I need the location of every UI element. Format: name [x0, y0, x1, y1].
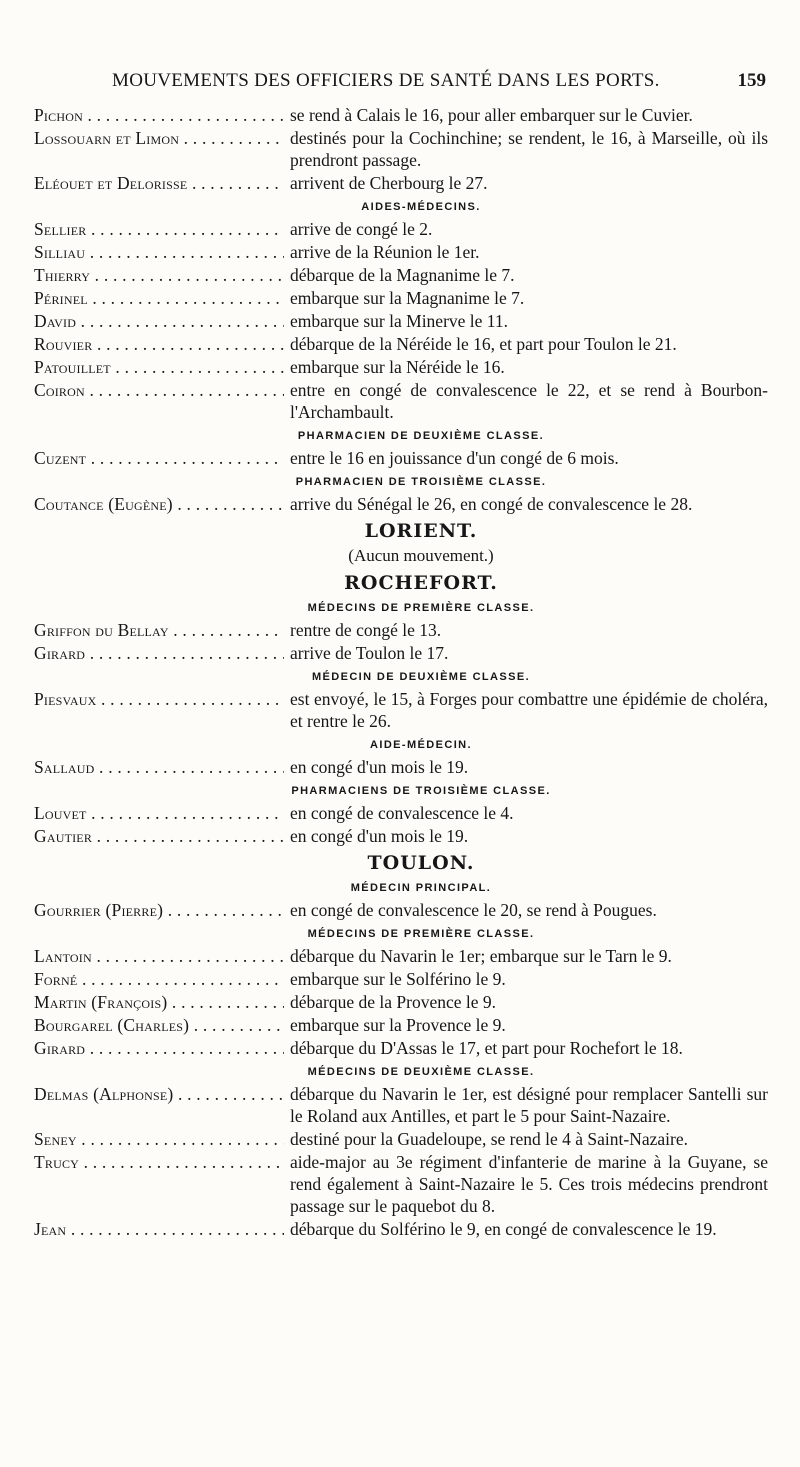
officer-name: Thierry . . . — [34, 264, 284, 286]
officer-name: Gautier . . . — [34, 825, 284, 847]
movement-text: aide-major au 3e régiment d'infanterie de marine à la Guyane, se rend également à Saint-Nazaire le 5. Ces trois médecins prendront passage sur le paquebot du 8. — [290, 1152, 768, 1216]
officer-entry — [34, 172, 768, 194]
officer-entry — [34, 1218, 768, 1240]
officer-entry — [34, 1037, 768, 1059]
movement-text: arrive de la Réunion le 1er. — [290, 242, 480, 262]
movement-text: en congé d'un mois le 19. — [290, 757, 469, 777]
movement-text: débarque du Solférino le 9, en congé de convalescence le 19. — [290, 1219, 717, 1239]
port-heading: LORIENT. — [364, 520, 478, 542]
movement-text: entre le 16 en jouissance d'un congé de 6 mois. — [290, 448, 619, 468]
document-page — [34, 70, 768, 1241]
document-body — [34, 104, 768, 1240]
officer-entry — [34, 241, 768, 263]
officer-name: Forné . . . — [34, 968, 284, 990]
movement-text: se rend à Calais le 16, pour aller embarquer sur le Cuvier. — [290, 105, 693, 125]
page-number: 159 — [737, 70, 766, 91]
officer-entry — [34, 104, 768, 126]
officer-name: Coutance (Eugène) . . . — [34, 493, 284, 515]
movement-text: débarque du Navarin le 1er, est désigné pour remplacer Santelli sur le Roland aux Antilles, et part le 5 pour Saint-Nazaire. — [290, 1084, 768, 1126]
officer-entry — [34, 379, 768, 423]
officer-name: Seney . . . — [34, 1128, 284, 1150]
movement-text: débarque de la Magnanime le 7. — [290, 265, 515, 285]
officer-entry — [34, 356, 768, 378]
officer-name: David . . . — [34, 310, 284, 332]
rank-heading: MÉDECINS DE DEUXIÈME CLASSE. — [307, 1066, 535, 1078]
officer-entry — [34, 1014, 768, 1036]
movement-text: embarque sur la Néréide le 16. — [290, 357, 505, 377]
movement-text: en congé d'un mois le 19. — [290, 826, 469, 846]
port-heading: ROCHEFORT. — [344, 572, 498, 594]
rank-heading: PHARMACIEN DE TROISIÈME CLASSE. — [295, 476, 547, 488]
officer-name: Louvet . . . — [34, 802, 284, 824]
rank-heading: MÉDECIN DE DEUXIÈME CLASSE. — [311, 671, 531, 683]
movement-text: entre en congé de convalescence le 22, et se rend à Bourbon-l'Archambault. — [290, 380, 768, 422]
officer-name: Piesvaux . . . — [34, 688, 284, 732]
officer-entry — [34, 642, 768, 664]
officer-entry — [34, 493, 768, 515]
officer-entry — [34, 1128, 768, 1150]
rank-heading: AIDE-MÉDECIN. — [370, 739, 472, 751]
rank-heading: MÉDECIN PRINCIPAL. — [350, 882, 492, 894]
officer-entry — [34, 688, 768, 732]
officer-entry — [34, 1151, 768, 1217]
movement-text: débarque du Navarin le 1er; embarque sur le Tarn le 9. — [290, 946, 672, 966]
officer-entry — [34, 899, 768, 921]
movement-text: embarque sur le Solférino le 9. — [290, 969, 506, 989]
officer-entry — [34, 264, 768, 286]
port-heading: TOULON. — [367, 852, 475, 874]
officer-entry — [34, 619, 768, 641]
movement-text: destiné pour la Guadeloupe, se rend le 4 à Saint-Nazaire. — [290, 1129, 688, 1149]
officer-entry — [34, 287, 768, 309]
running-head — [34, 70, 768, 104]
movement-text: débarque de la Provence le 9. — [290, 992, 497, 1012]
movement-text: débarque de la Néréide le 16, et part pour Toulon le 21. — [290, 334, 677, 354]
officer-name: Silliau . . . — [34, 241, 284, 263]
officer-entry — [34, 218, 768, 240]
rank-heading: MÉDECINS DE PREMIÈRE CLASSE. — [307, 928, 535, 940]
officer-name: Périnel . . . — [34, 287, 284, 309]
officer-name: Griffon du Bellay . . . — [34, 619, 284, 641]
movement-text: arrivent de Cherbourg le 27. — [290, 173, 488, 193]
officer-name: Martin (François) . . . — [34, 991, 284, 1013]
rank-heading: PHARMACIENS DE TROISIÈME CLASSE. — [291, 785, 551, 797]
officer-name: Sallaud . . . — [34, 756, 284, 778]
officer-name: Rouvier . . . — [34, 333, 284, 355]
officer-name: Lantoin . . . — [34, 945, 284, 967]
officer-name: Sellier . . . — [34, 218, 284, 240]
movement-text: débarque du D'Assas le 17, et part pour Rochefort le 18. — [290, 1038, 683, 1058]
officer-name: Trucy . . . — [34, 1151, 284, 1217]
movement-text: arrive de Toulon le 17. — [290, 643, 449, 663]
officer-entry — [34, 825, 768, 847]
officer-entry — [34, 756, 768, 778]
officer-name: Girard . . . — [34, 642, 284, 664]
section-note: (Aucun mouvement.) — [348, 546, 494, 565]
officer-name: Bourgarel (Charles) . . . — [34, 1014, 284, 1036]
movement-text: rentre de congé le 13. — [290, 620, 442, 640]
officer-entry — [34, 991, 768, 1013]
running-title: MOUVEMENTS DES OFFICIERS DE SANTÉ DANS LES PORTS. — [112, 70, 660, 91]
officer-name: Patouillet . . . — [34, 356, 284, 378]
officer-name: Eléouet et Delorisse . . . — [34, 172, 284, 194]
movement-text: embarque sur la Magnanime le 7. — [290, 288, 525, 308]
officer-name: Delmas (Alphonse) . . . — [34, 1083, 284, 1127]
movement-text: destinés pour la Cochinchine; se rendent, le 16, à Marseille, où ils prendront passage. — [290, 128, 768, 170]
officer-entry — [34, 945, 768, 967]
officer-entry — [34, 802, 768, 824]
officer-entry — [34, 447, 768, 469]
movement-text: arrive du Sénégal le 26, en congé de convalescence le 28. — [290, 494, 693, 514]
officer-name: Girard . . . — [34, 1037, 284, 1059]
officer-entry — [34, 1083, 768, 1127]
officer-name: Coiron . . . — [34, 379, 284, 423]
officer-entry — [34, 310, 768, 332]
officer-name: Cuzent . . . — [34, 447, 284, 469]
officer-entry — [34, 333, 768, 355]
movement-text: en congé de convalescence le 4. — [290, 803, 514, 823]
rank-heading: PHARMACIEN DE DEUXIÈME CLASSE. — [297, 430, 545, 442]
officer-name: Pichon . . . — [34, 104, 284, 126]
rank-heading: MÉDECINS DE PREMIÈRE CLASSE. — [307, 602, 535, 614]
officer-entry — [34, 968, 768, 990]
officer-name: Gourrier (Pierre) . . . — [34, 899, 284, 921]
rank-heading: AIDES-MÉDECINS. — [361, 201, 481, 213]
movement-text: embarque sur la Minerve le 11. — [290, 311, 509, 331]
movement-text: arrive de congé le 2. — [290, 219, 433, 239]
movement-text: en congé de convalescence le 20, se rend à Pougues. — [290, 900, 657, 920]
movement-text: est envoyé, le 15, à Forges pour combattre une épidémie de choléra, et rentre le 26. — [290, 689, 768, 731]
officer-entry — [34, 127, 768, 171]
officer-name: Lossouarn et Limon . . . — [34, 127, 284, 171]
officer-name: Jean . . . — [34, 1218, 284, 1240]
movement-text: embarque sur la Provence le 9. — [290, 1015, 506, 1035]
